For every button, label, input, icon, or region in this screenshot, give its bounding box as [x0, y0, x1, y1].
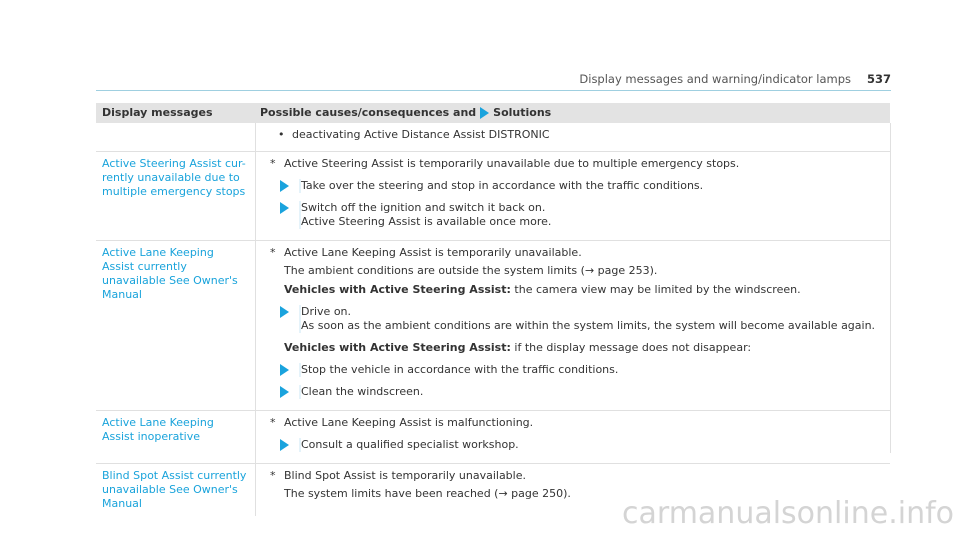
list-item: • deactivating Active Distance Assist DISTRONIC — [278, 128, 550, 141]
action-arrow-icon — [280, 386, 289, 398]
display-message: Blind Spot Assist currently unavailable See Owner's Manual — [96, 464, 256, 516]
solution-step: Consult a qualified specialist workshop. — [280, 438, 890, 452]
action-arrow-icon — [280, 180, 289, 192]
cause-text: * Active Lane Keeping Assist is malfunctioning. — [270, 416, 534, 429]
column-header-solutions-label: Solutions — [493, 106, 552, 119]
bullet-icon: • — [278, 128, 285, 141]
solution-step: Take over the steering and stop in accordance with the traffic conditions. — [280, 179, 890, 193]
action-arrow-icon — [280, 306, 289, 318]
page-header — [96, 64, 891, 91]
cause-text: * Active Steering Assist is temporarily unavailable due to multiple emergency stops. — [270, 157, 740, 170]
table-right-border — [890, 123, 891, 453]
display-message: Active Lane Keeping Assist inoperative — [96, 411, 256, 463]
table-row — [96, 152, 890, 241]
column-header-messages: Display messages — [102, 106, 213, 119]
asterisk-icon: * — [270, 246, 276, 259]
action-arrow-icon — [480, 107, 489, 119]
vehicle-note: Vehicles with Active Steering Assist: the camera view may be limited by the windscreen. — [284, 283, 801, 296]
table-row — [96, 241, 890, 411]
limits-text: The ambient conditions are outside the system limits (→ page 253). — [284, 264, 658, 277]
solution-step: Drive on. As soon as the ambient conditions are within the system limits, the system will become available again. — [280, 305, 890, 333]
cause-text: * Blind Spot Assist is temporarily unavailable. — [270, 469, 526, 482]
watermark: carmanualsonline.info — [622, 496, 954, 531]
table-header — [96, 103, 890, 123]
header-title: Display messages and warning/indicator lamps — [579, 72, 851, 86]
asterisk-icon: * — [270, 416, 276, 429]
display-message: Active Steering Assist cur-rently unavailable due to multiple emergency stops — [96, 152, 256, 240]
solution-step: Switch off the ignition and switch it back on. Active Steering Assist is available once more. — [280, 201, 890, 229]
action-arrow-icon — [280, 439, 289, 451]
column-header-causes — [256, 106, 890, 120]
column-header-causes-label: Possible causes/consequences and — [260, 106, 477, 119]
solution-step: Clean the windscreen. — [280, 385, 890, 399]
vehicle-note: Vehicles with Active Steering Assist: if the display message does not disappear: — [284, 341, 752, 354]
page-number: 537 — [866, 72, 891, 86]
limits-text: The system limits have been reached (→ page 250). — [284, 487, 571, 500]
cause-text: * Active Lane Keeping Assist is temporarily unavailable. — [270, 246, 582, 259]
asterisk-icon: * — [270, 157, 276, 170]
asterisk-icon: * — [270, 469, 276, 482]
table-row — [96, 411, 890, 464]
table-row — [96, 123, 890, 152]
action-arrow-icon — [280, 202, 289, 214]
solution-step: Stop the vehicle in accordance with the traffic conditions. — [280, 363, 890, 377]
action-arrow-icon — [280, 364, 289, 376]
display-message: Active Lane Keeping Assist currently unavailable See Owner's Manual — [96, 241, 256, 410]
messages-table — [96, 103, 890, 516]
